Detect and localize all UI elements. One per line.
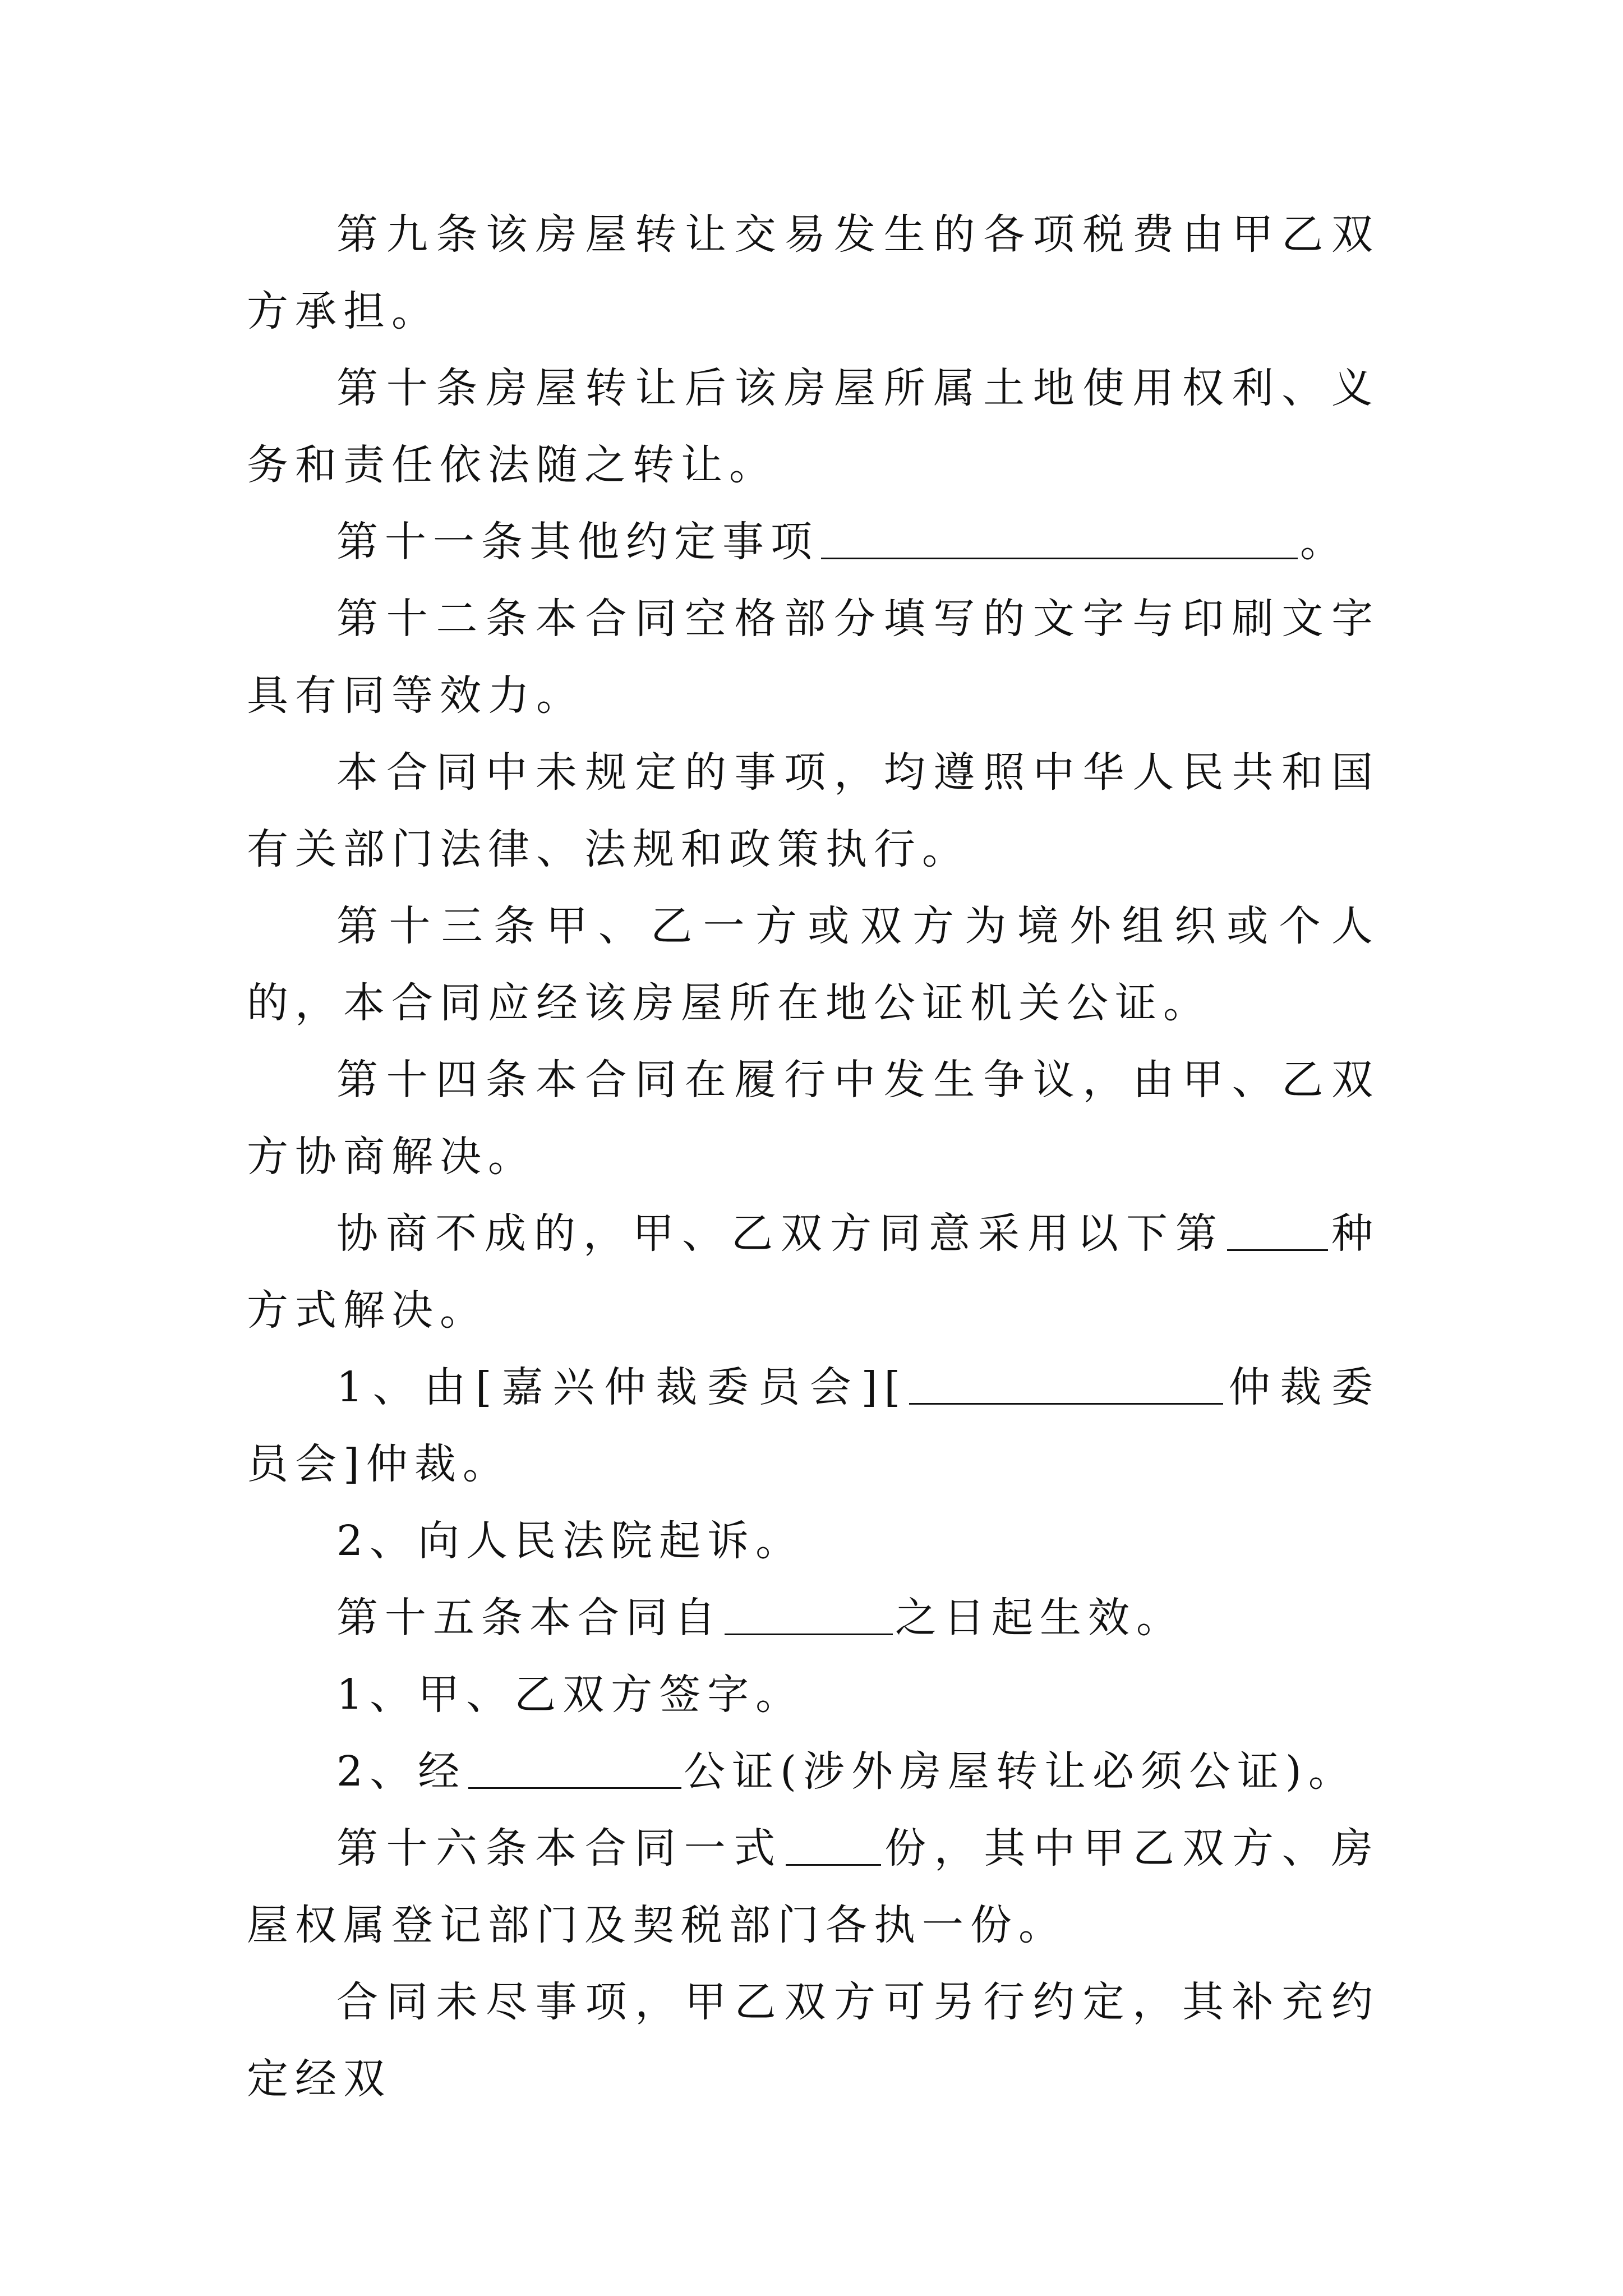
copies-count-blank[interactable] [786,1823,881,1866]
clause-16-text: 第十六条本合同一式 [336,1824,783,1872]
clause-11-text: 第十一条其他约定事项 [336,518,819,566]
effective-date-blank[interactable] [725,1592,893,1635]
document-body [247,196,1380,2118]
notary-office-blank[interactable] [468,1746,681,1789]
clause-11-end: 。 [1300,518,1348,566]
other-terms-blank[interactable] [821,516,1298,559]
unspecified-matters: 本合同中未规定的事项，均遵照中华人民共和国有关部门法律、法规和政策执行。 [247,748,1380,873]
clause-11 [247,504,1380,581]
clause-14: 第十四条本合同在履行中发生争议，由甲、乙双方协商解决。 [247,1056,1380,1181]
option-court: 2、向人民法院起诉。 [336,1517,804,1565]
option-arbitration [247,1349,1380,1503]
effect-condition-notary [247,1733,1380,1810]
clause-16-end: 份，其中甲乙双方、房屋权属登记部门及契税部门各执一份。 [247,1824,1380,1949]
clause-12: 第十二条本合同空格部分填写的文字与印刷文字具有同等效力。 [247,595,1380,720]
clause-13: 第十三条甲、乙一方或双方为境外组织或个人的，本合同应经该房屋所在地公证机关公证。 [247,902,1380,1027]
notary-end: 公证(涉外房屋转让必须公证)。 [684,1747,1357,1796]
clause-15-text: 第十五条本合同自 [336,1594,722,1642]
supplementary-agreement: 合同未尽事项，甲乙双方可另行约定，其补充约定经双 [247,1978,1380,2103]
arbitration-committee-blank[interactable] [909,1361,1223,1405]
clause-9: 第九条该房屋转让交易发生的各项税费由甲乙双方承担。 [247,210,1380,335]
clause-15 [247,1580,1380,1657]
clause-15-end: 之日起生效。 [895,1594,1184,1642]
option-arbitration-text: 1、由[嘉兴仲裁委员会][ [336,1363,907,1411]
notary-text: 2、经 [336,1747,467,1796]
clause-16 [247,1810,1380,1964]
method-number-blank[interactable] [1227,1208,1328,1251]
clause-10: 第十条房屋转让后该房屋所属土地使用权利、义务和责任依法随之转让。 [247,364,1380,489]
dispute-method-text: 协商不成的，甲、乙双方同意采用以下第 [336,1209,1225,1258]
option-arbitration-end: 仲裁委员会]仲裁。 [247,1363,1380,1488]
dispute-method [247,1195,1380,1349]
effect-condition-signature: 1、甲、乙双方签字。 [336,1671,804,1719]
dispute-method-end: 种方式解决。 [247,1209,1380,1335]
